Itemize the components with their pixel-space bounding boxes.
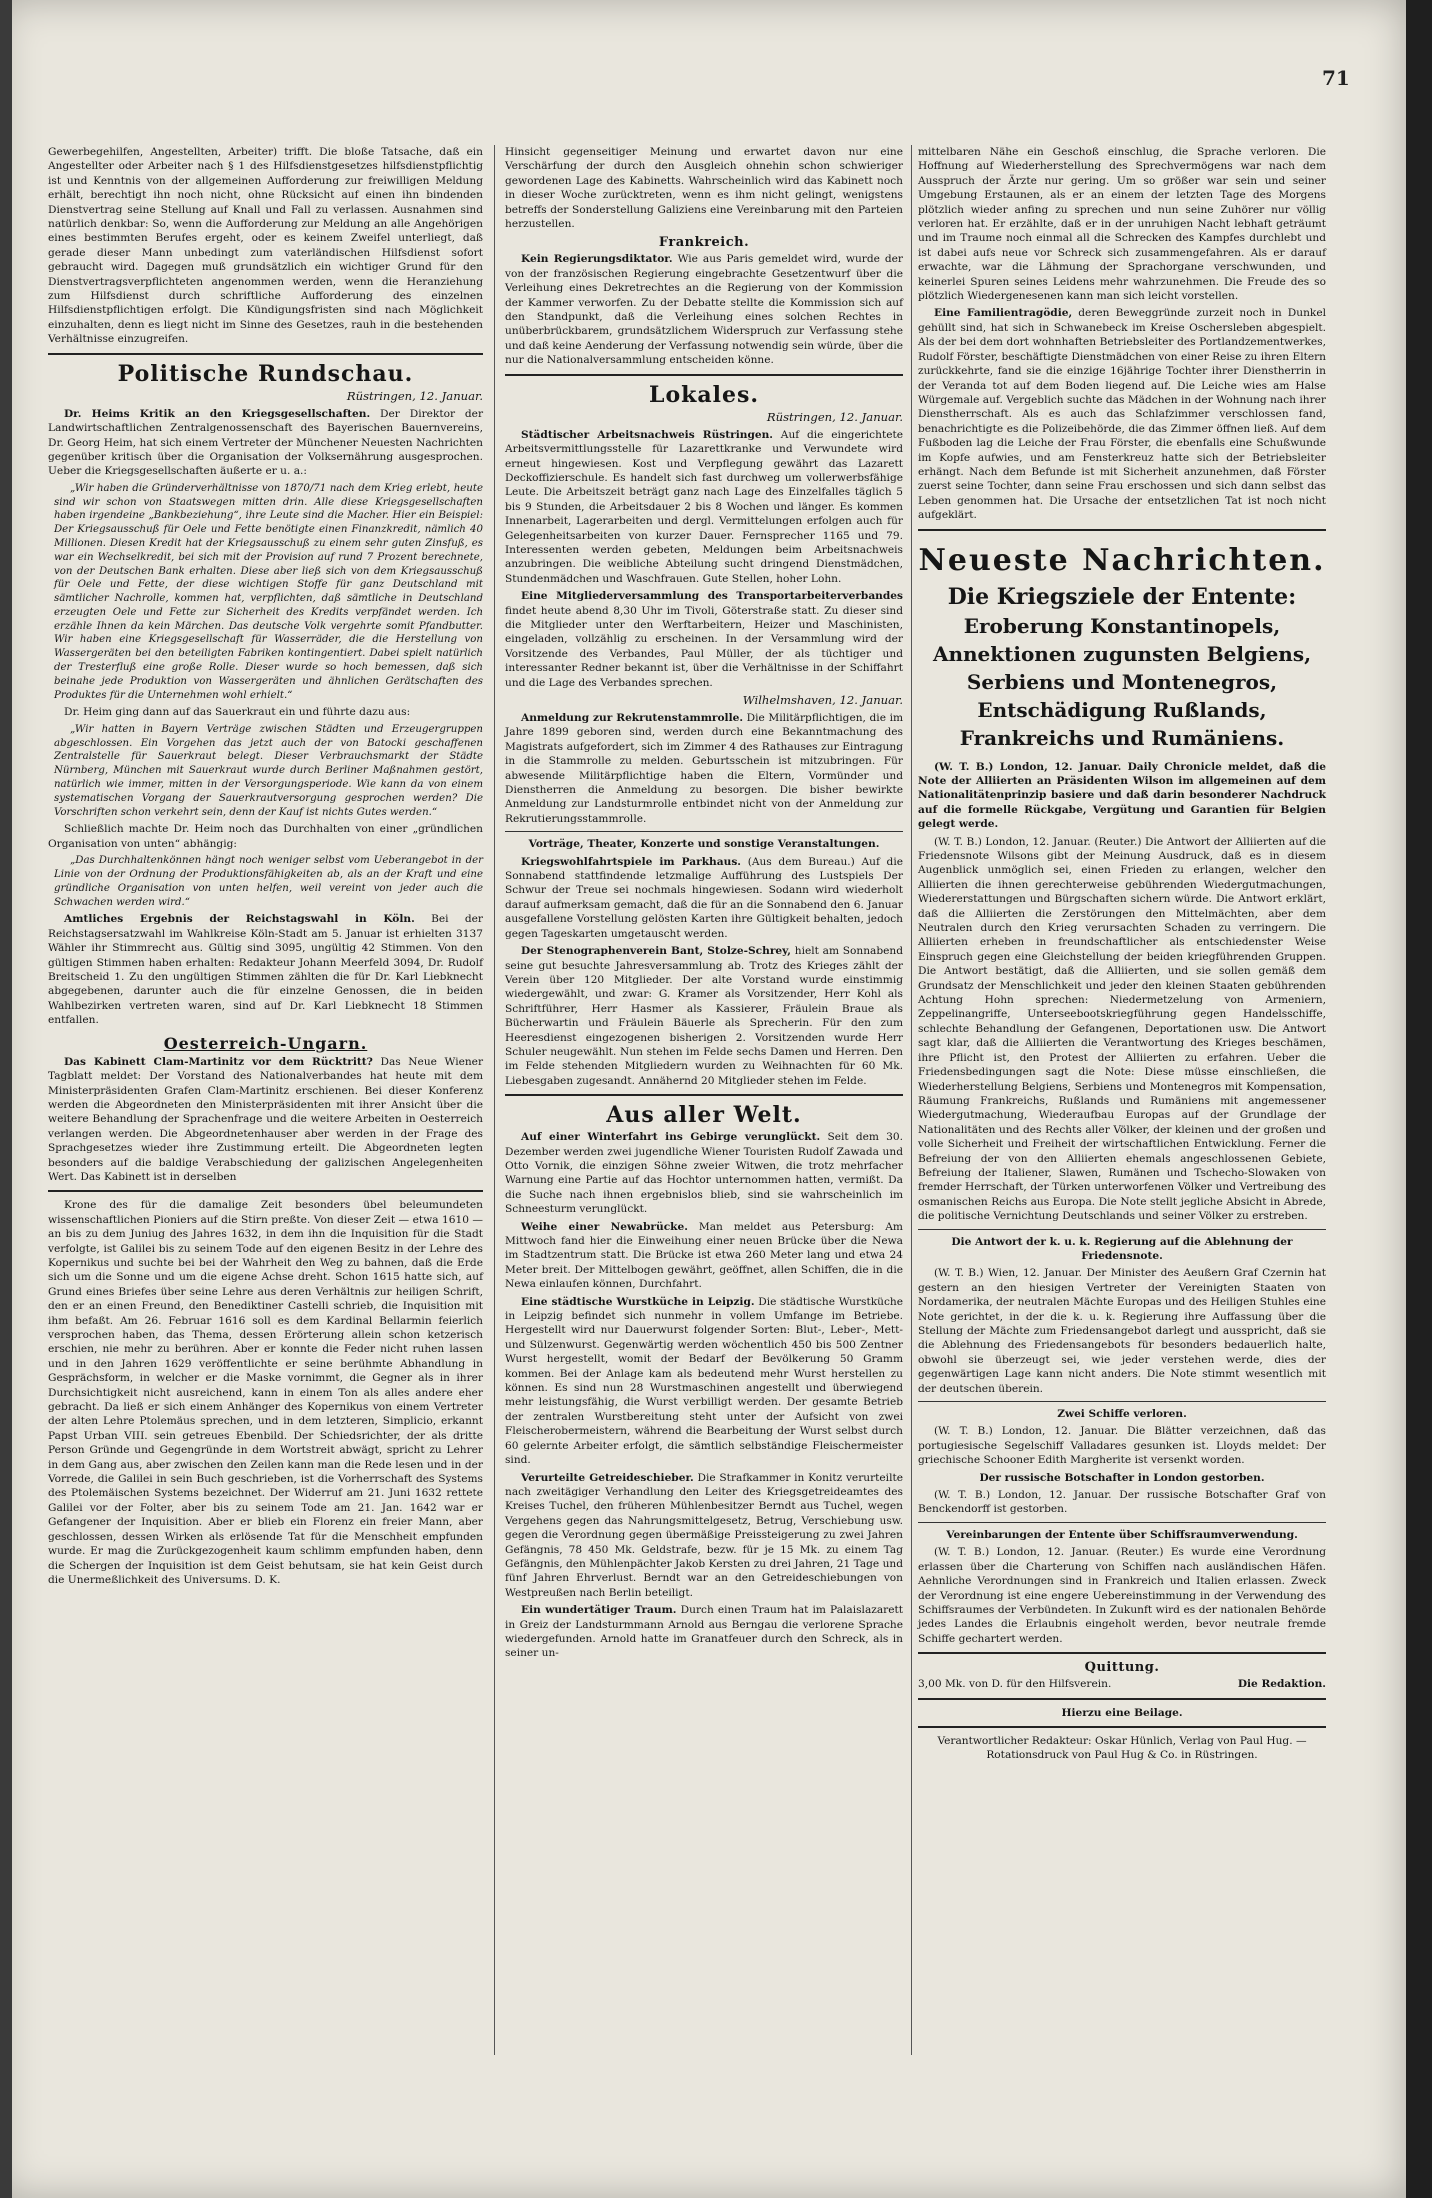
section-rule	[918, 1698, 1326, 1700]
article-lead: Städtischer Arbeitsnachweis Rüstringen.	[521, 428, 773, 441]
article-paragraph	[505, 711, 903, 826]
article-text: (Aus dem Bureau.) Auf die Sonnabend stattfindende letzmalige Aufführung des Lustspiels Der Schwur der Treue sei nochmals hingewiesen. Sodann wird wiederholt darauf aufmerksam gemacht, daß die für an die Sonnabend den 6. Januar ausgefallene Vorstellung gelösten Karten ihre Gültigkeit behalten, jedoch gegen Tageskarten umgetauscht werden.	[505, 855, 903, 940]
article-lead: Eine Mitgliederversammlung des Transportarbeiterverbandes	[521, 590, 903, 603]
news-item: (W. T. B.) London, 12. Januar. Der russische Botschafter Graf von Benckendorff ist gestorben.	[918, 1489, 1326, 1516]
section-rule	[918, 1726, 1326, 1728]
scan-left-edge	[0, 0, 12, 2198]
article-lead: Eine städtische Wurstküche in Leipzig.	[521, 1295, 755, 1308]
article-paragraph	[505, 855, 903, 941]
news-item: (W. T. B.) Wien, 12. Januar. Der Minister des Aeußern Graf Czernin hat gestern an den hiesigen Vertreter der Vereinigten Staaten von Nordamerika, der neutralen Mächte Europas und des Heiligen Stuhles eine Note gerichtet, in der die k. u. k. Regierung ihre Auffassung über die Stellung der Mächte zum Friedensangebot darlegt und ausspricht, daß sie die Ablehnung des Friedensangebots für besonders bedauerlich halte, obwohl sie überzeugt sei, wie jeder verstehen werde, dies der gegenwärtigen Lage kann nicht anders. Die Note stimmt wesentlich mit der deutschen überein.	[918, 1267, 1326, 1395]
quittung-heading: Quittung.	[1084, 1660, 1160, 1676]
page-number: 71	[1322, 66, 1350, 90]
section-heading: Vereinbarungen der Entente über Schiffsraumverwendung.	[946, 1528, 1298, 1541]
article-lead: Anmeldung zur Rekrutenstammrolle.	[521, 712, 744, 724]
article-paragraph	[505, 428, 903, 586]
article-text: Wie aus Paris gemeldet wird, wurde der von der französischen Regierung eingebrachte Gesetzentwurf über die Verleihung eines Dekretrechtes an die Regierung von der Kommission der Kammer verworfen. Zu der Debatte stellte die Kommission sich auf den Standpunkt, daß die Verleihung eines solchen Rechtes in unüberbrückbarem, grundsätzlichem Widerspruch zur Verfassung stehe und daß keine Aenderung der Verfassung notwendig sein würde, über die nur die Nationalversammlung entscheiden könne.	[505, 253, 903, 367]
feuilleton-text: Krone des für die damalige Zeit besonders übel beleumundeten wissenschaftlichen Pioniers auf die Stirn preßte. Von dieser Zeit — etwa 1610 — an bis zu dem Juniug des Jahres 1632, in dem ihn die Inquisition für die Stadt verfolgte, ist Galilei bis zu seinem Tode auf den eigenen Besitz in der Lehre des Kopernikus und suchte bei bei der Wahrheit den Weg zu bahnen, daß die Erde sich um die Sonne und um die eigene Achse dreht. Schon 1615 hatte sich, auf Grund eines Briefes über seine Lehre aus deren Verhältnis zur heiligen Schrift, den er an einen Freund, den Benediktiner Castelli schrieb, die Inquisition mit ihm befaßt. Am 26. Februar 1616 soll es dem Kardinal Bellarmin feierlich versprochen haben, das Thema, dessen Erörterung allein schon ketzerisch erschien, nie mehr zu berühren. Aber er konnte die Feder nicht ruhen lassen und in den Jahren 1629 veröffentlichte er seine berühmte Abhandlung in Gesprächsform, in welcher er die Maske vornimmt, die Gegner als in ihrer Durchsichtigkeit nicht ausreichend, kann in einem Ton als alles andere eher gebracht. Da ließ er sich einem Anhänger des Kopernikus von einem Vertreter der alten Lehre Ptolemäus sprechen, und in dem letzteren, Simplicio, erkannt Papst Urban VIII. sein getreues Ebenbild. Der Schiedsrichter, der als dritte Person Gründe und Gegengründe in dem Wortstreit abwägt, spricht zu Lehrer in dem Gang aus, aber zwischen den Zeilen kann man die Rede lesen und in der Vorrede, die Galilei in sein Buch geschrieben, ist die Vorherrschaft des Systems des Ptolemäischen Systems bezeichnet. Der Widerruf am 21. Juni 1632 rettete Galilei vor der Folter, aber bis zu seinem Tode am 21. Jan. 1642 war er Gefangener der Inquisition. Aber er blieb ein Florenz ein freier Mann, aber geschlossen, dessen Wirken als erlösende Tat für die Menschheit empfunden wurde. Er mag die Zurückgezogenheit kaum schlimm empfunden haben, denn die Schergen der Inquisition ist dem Geist behutsam, sie hat kein Geist durch die Unermeßlichkeit des Universums. D. K.	[48, 1199, 483, 1586]
column-1	[48, 145, 483, 1590]
section-rule	[505, 1094, 903, 1096]
article-paragraph	[918, 306, 1326, 522]
article-text: hielt am Sonnabend seine gut besuchte Jahresversammlung ab. Trotz des Krieges zählt der Verein über 120 Mitglieder. Der alte Vorstand wurde einstimmig wiedergewählt, und zwar: G. Kramer als Vorsitzender, Herr Kohl als Schriftführer, Herr Hasmer als Kassierer, Fräulein Braue als Bücherwartin und Fräulein Bäuerle als Sprecherin. Für den zum Heeresdienst eingezogenen bisherigen 2. Vorsitzenden wurde Herr Schuler neugewählt. Nun stehen im Felde sechs Damen und Herren. Den im Felde stehenden Mitgliedern wurden zu Weihnachten für 60 Mk. Liebesgaben zugesandt. Annähernd 20 Mitglieder stehen im Felde.	[505, 945, 903, 1087]
quittung-amount: 3,00 Mk. von D. für den Hilfsverein.	[918, 1678, 1112, 1691]
section-heading: Aus aller Welt.	[606, 1102, 802, 1129]
section-rule	[918, 1522, 1326, 1523]
article-paragraph	[505, 1130, 903, 1216]
article-paragraph	[48, 912, 483, 1027]
section-rule	[505, 831, 903, 832]
news-item: (W. T. B.) London, 12. Januar. Daily Chronicle meldet, daß die Note der Alliierten an Präsidenten Wilson im allgemeinen auf dem Nationalitätenprinzip basiere und daß darin besonderer Nachdruck auf die formelle Rückgabe, Vergütung und Garantien für Belgien gelegt werde.	[918, 760, 1326, 831]
section-heading: Frankreich.	[658, 235, 750, 251]
article-paragraph	[505, 1603, 903, 1661]
section-rule	[918, 1229, 1326, 1230]
article-quote: „Das Durchhaltenkönnen hängt noch weniger selbst vom Ueberangebot in der Linie von der Ordnung der Produktionsfähigkeiten ab, als an der Kraft und eine gründliche Organisation von unten helfen, weil vereint von jeder auch die Schwachen werden wird.“	[54, 855, 483, 908]
neueste-nachrichten-heading: Neueste Nachrichten.	[918, 542, 1326, 578]
section-heading: Die Antwort der k. u. k. Regierung auf die Ablehnung der Friedensnote.	[951, 1235, 1293, 1262]
article-lead: Weihe einer Newabrücke.	[521, 1220, 688, 1233]
article-lead: Amtliches Ergebnis der Reichstagswahl in Köln.	[64, 913, 415, 926]
news-item: (W. T. B.) London, 12. Januar. (Reuter.) Es wurde eine Verordnung erlassen über die Charterung von Schiffen nach ausländischen Häfen. Aehnliche Verordnungen sind in Frankreich und Italien erlassen. Zweck der Verordnung ist eine engere Uebereinstimmung in der Verwendung des Schiffsraumes der Verbündeten. In Zukunft wird es der nationalen Behörde jedes Landes die Erlaubnis eingeholt werden, bevor neutrale fremde Schiffe gechartert werden.	[918, 1546, 1326, 1645]
article-paragraph	[48, 407, 483, 479]
article-quote: „Wir haben die Gründerverhältnisse von 1870/71 nach dem Krieg erlebt, heute sind wir schon von Staatswegen mitten drin. Alle diese Kriegsgesellschaften haben irgendeine „Bankbeziehung“, ihre Leute sind die Macher. Hier ein Beispiel: Der Kriegsausschuß für Oele und Fette benötigte einen Finanzkredit, nämlich 40 Millionen. Diesen Kredit hat der Kriegsausschuß zu einem sehr guten Zinsfuß, es war ein Wechselkredit, bei sich mit der Provision auf rund 7 Prozent berechnete, von der Deutschen Bank erhalten. Diese aber ließ sich von dem Kriegsausschuß für Oele und Fette, der diese wichtigen Stoffe für ganz Deutschland mit sämtlicher Nachrolle, kommen hat, verpflichten, daß sämtliche in Deutschland erzeugten Oele und Fette zur Sicherheit des Kredits verpfändet werden. Ich erzähle Ihnen da kein Märchen. Das deutsche Volk vergehrte somit Pfandbutter. Wir haben eine Kriegsgesellschaft für Wasserräder, die die Herstellung von Wassergeräten bei den beteiligten Fabriken kontingentiert. Dabei spielt natürlich der Tresterfluß eine große Rolle. Dieser wurde so hoch bemessen, daß sich beinahe jede Produktion von Wassergeräten und ähnlichen Gerätschaften des Produktes für die Unternehmen wohl erhielt.“	[54, 482, 483, 701]
article-text: Die Strafkammer in Konitz verurteilte nach zweitägiger Verhandlung den Leiter des Kriegsgetreideamtes des Kreises Tuchel, den früheren Mühlenbesitzer Berndt aus Tuchel, wegen Vergehens gegen das Nahrungsmittelgesetz, Betrug, Verschiebung usw. gegen die Verordnung gegen übermäßige Preissteigerung zu zwei Jahren Gefängnis, 78 450 Mk. Geldstrafe, bezw. für je 15 Mk. zu einem Tag Gefängnis, den Mühlenpächter Jakob Kersten zu drei Jahren, 21 Tage und fünf Jahren Ehrverlust. Berndt war an den Getreideschiebungen von Westpreußen nach Berlin beteiligt.	[505, 1471, 903, 1599]
article-text: Durch einen Traum hat im Palaislazarett in Greiz der Landsturmmann Arnold aus Berngau die verlorene Sprache wiedergefunden. Arnold hatte im Granatfeuer durch den Schreck, als in seiner un-	[505, 1604, 904, 1660]
article-lead: Verurteilte Getreideschieber.	[521, 1471, 694, 1484]
section-rule	[918, 1652, 1326, 1654]
article-paragraph	[505, 1471, 903, 1601]
article-lead: Dr. Heims Kritik an den Kriegsgesellschaften.	[64, 407, 371, 420]
section-heading: Zwei Schiffe verloren.	[1057, 1408, 1187, 1421]
dateline: Rüstringen, 12. Januar.	[766, 409, 903, 424]
article-paragraph	[505, 944, 903, 1088]
article-text: Hinsicht gegenseitiger Meinung und erwartet davon nur eine Verschärfung der durch den Ausgleich ohnehin schon schwieriger gewordenen Lage des Kabinetts. Wahrscheinlich wird das Kabinett noch in dieser Woche zurücktreten, wenn es ihm nicht gelingt, wenigstens betreffs der Sonderstellung Galiziens eine Vereinbarung mit den Parteien herzustellen.	[505, 146, 903, 231]
supplement-notice: Hierzu eine Beilage.	[1061, 1706, 1183, 1719]
section-rule	[48, 1190, 483, 1192]
article-text: Die städtische Wurstküche in Leipzig befindet sich nunmehr in vollem Umfange im Betriebe. Hergestellt wird nur Dauerwurst folgender Sorten: Blut-, Leber-, Mett- und Sülzenwurst. Gegenwärtig werden wöchentlich 450 bis 500 Zentner Wurst hergestellt, womit der Bedarf der Bevölkerung 50 Gramm kommen. Bei der Anlage kam als bedeutend mehr Wurst herstellen zu können. Es sind nun 28 Wurstmaschinen angestellt und überwiegend mehr leistungsfähig, die Wurst verbilligt werden. Der gesamte Betrieb der zentralen Wurstbereitung steht unter der Aufsicht von zwei Fleischerobermeistern, während die Bearbeitung der Wurst selbst durch 60 gelernte Arbeiter erfolgt, die sämtlich selbständige Fleischermeister sind.	[505, 1295, 903, 1467]
quittung-text	[918, 1677, 1326, 1691]
scan-right-edge	[1406, 0, 1432, 2198]
section-rule	[48, 353, 483, 355]
section-heading: Lokales.	[648, 381, 760, 408]
article-lead: Ein wundertätiger Traum.	[521, 1604, 677, 1617]
article-text: deren Beweggründe zurzeit noch in Dunkel gehüllt sind, hat sich in Schwanebeck im Kreise Oschersleben abgespielt. Als der bei dem dort wohnhaften Betriebsleiter des Portlandzementwerkes, Rudolf Förster, beschäftigte Dienstmädchen von einer Reise zu ihren Eltern zurückkehrte, fand sie die einzige 16jährige Tochter ihrer Dienstherrin in der Veranda tot auf dem Boden liegend auf. Die Leiche wies am Halse Würgemale auf. Vergeblich suchte das Mädchen in der Wohnung nach ihrer Dienstherrschaft. Als es auch das Schlafzimmer verschlossen fand, benachrichtigte es die Polizeibehörde, die das Zimmer öffnen ließ. Auf dem Fußboden lag die Leiche der Frau Förster, die ebenfalls eine Schußwunde im Kopfe aufwies, und am Fensterkreuz hatte sich der Betriebsleiter erhängt. Nach dem Befunde ist mit Sicherheit anzunehmen, daß Förster zuerst seine Tochter, dann seine Frau erschossen und sich dann selbst das Leben genommen hat. Die Ursache der entsetzlichen Tat ist noch nicht aufgeklärt.	[918, 307, 1327, 522]
article-text: Der Direktor der Landwirtschaftlichen Zentralgenossenschaft des Bayerischen Bauernvereins, Dr. Georg Heim, hat sich einem Vertreter der Münchener Neuesten Nachrichten gegenüber kritisch über die Organisation der Volksernährung ausgesprochen. Ueber die Kriegsgesellschaften äußerte er u. a.:	[48, 407, 484, 478]
column-divider	[494, 145, 495, 2055]
article-text: Bei der Reichstagsersatzwahl im Wahlkreise Köln-Stadt am 5. Januar ist erhielten 3137 Wähler ihr Stimmrecht aus. Gültig sind 3095, ungültig 42 Stimmen. Von den gültigen Stimmen haben erhalten: Redakteur Johann Meerfeld 3094, Dr. Rudolf Breitscheid 1. Zu den ungültigen Stimmen zählten die für Dr. Karl Liebknecht abgegebenen, darunter auch die für einzelne Genossen, die in beiden Wahlbezirken vertreten waren, sind auf Dr. Karl Liebknecht 18 Stimmen entfallen.	[48, 913, 483, 1027]
section-heading: Oesterreich-Ungarn.	[163, 1033, 368, 1053]
article-lead: Eine Familientragödie,	[934, 307, 1073, 320]
article-text: Die Militärpflichtigen, die im Jahre 1899 geboren sind, werden durch eine Bekanntmachung des Magistrats aufgefordert, sich im Zimmer 4 des Rathauses zur Eintragung in die Stammrolle zu melden. Geburtsschein ist mitzubringen. Für abwesende Militärpflichtige haben die Eltern, Vormünder und Dienstherren die Anmeldung zu besorgen. Die bisher bewirkte Anmeldung zur Landsturmrolle entbindet nicht von der Anmeldung zur Rekrutierungsstammrolle.	[505, 712, 903, 825]
article-paragraph	[505, 252, 903, 367]
article-text: Man meldet aus Petersburg: Am Mittwoch fand hier die Einweihung einer neuen Brücke über die Newa im Stadtzentrum statt. Die Brücke ist etwa 260 Meter lang und etwa 24 Meter breit. Der Mittelbogen gewährt, geöffnet, allen Schiffen, die in die Newa einlaufen können, Durchfahrt.	[505, 1220, 903, 1291]
article-lead: Das Kabinett Clam-Martinitz vor dem Rücktritt?	[64, 1055, 373, 1068]
headline: Die Kriegsziele der Entente:	[947, 583, 1297, 610]
section-heading: Vorträge, Theater, Konzerte und sonstige Veranstaltungen.	[528, 838, 880, 851]
article-quote: „Wir hatten in Bayern Verträge zwischen Städten und Erzeugergruppen abgeschlossen. Ein Vorgehen das jetzt auch der von Batocki geschaffenen Zentralstelle für Sauerkraut belegt. Dieser Verbrauchsmarkt der Städte Nürnberg, München mit Sauerkraut wurde durch Berliner Maßnahmen gestört, natürlich wie immer, mitten in der Versorgungsperiode. Wie kann da von einem systematischen Vorgang der Sauerkrautversorgung gesprochen werden? Die Vorschriften schon verkehrt sein, denn der Kauf ist nichts Gutes werden.“	[54, 723, 483, 818]
section-rule	[918, 529, 1326, 531]
dateline: Wilhelmshaven, 12. Januar.	[742, 693, 903, 707]
news-item: (W. T. B.) London, 12. Januar. (Reuter.) Die Antwort der Alliierten auf die Friedensnote Wilsons gibt der Meinung Ausdruck, daß es in diesem Augenblick unmöglich sei, einen Frieden zu erlangen, welcher den Alliierten die ihnen gerechterweise gebührenden Wiedergutmachungen, Wiedererstattungen und Bürgschaften sichern würde. Die Antwort erklärt, daß die Alliierten die Zerstörungen den Mittelmächten, aber dem Neutralen durch den Krieg verursachten Schaden zu verringern. Die Alliierten erheben in freundschaftlicher als entschiedenster Weise Einspruch gegen eine Gleichstellung der beiden kriegführenden Gruppen. Die Antwort bestätigt, daß die Alliierten, und sie sollen gemäß dem Grundsatz der Menschlichkeit und jeder den kleinen Staaten gebührenden Achtung Hohn sprechen: Niedermetzelung von Armeniern, Zeppelinangriffe, Unterseebootskriegführung gegen Handelsschiffe, schlechte Behandlung der Gefangenen, Deportationen usw. Die Antwort sagt klar, daß die Alliierten die Verantwortung des Krieges beschämen, ihre Pflicht ist, den Protest der Alliierten zu erfahren. Ueber die Friedensbedingungen sagt die Note: Diese müsse einschließen, die Wiederherstellung Belgiens, Serbiens und Montenegros mit Kompensation, Räumung Frankreichs, Rußlands und Rumäniens mit angemessener Wiedergutmachung, Wiederaufbau Europas auf der Grundlage der Nationalitäten und des Rechts aller Völker, der kleinen und der großen und volle Sicherheit und Freiheit der wirtschaftlichen Entwicklung. Ferner die Befreiung der von den Alliierten ehemals angeschlossenen Gebiete, Befreiung der Italiener, Slawen, Rumänen und Tschecho-Slowaken von fremder Herrschaft, der Türken unterworfenen Völker und Vertreibung des osmanischen Reichs aus Europa. Die Note stellt jegliche Absicht in Abrede, die politische Vernichtung Deutschlands und seiner Völker zu erstreben.	[918, 835, 1326, 1223]
quittung-signature: Die Redaktion.	[1237, 1678, 1326, 1691]
section-heading: Der russische Botschafter in London gestorben.	[979, 1471, 1265, 1484]
article-paragraph	[48, 1055, 483, 1185]
section-rule	[918, 1401, 1326, 1402]
article-text: mittelbaren Nähe ein Geschoß einschlug, die Sprache verloren. Die Hoffnung auf Wiederherstellung des Sprechvermögens war nach dem Ausspruch der Ärzte nur gering. Um so größer war sein und seiner Umgebung Erstaunen, als er an einem der letzten Tage des Morgens plötzlich wieder anfing zu sprechen und nun seine Zuhörer nur völlig verloren hat. Er erzählte, daß er in der unruhigen Nacht lebhaft geträumt und im Traume noch einmal all die Schrecken des Kampfes durchlebt und ist dabei aufs neue vor Schreck sich zusammengefahren. Als er darauf erwachte, war die Lähmung der Sprachorgane verschwunden, und keinerlei Spuren seines Leidens mehr wahrzunehmen. Die Freude des so plötzlich Wiedergenesenen kann man sich leicht vorstellen.	[918, 146, 1326, 303]
article-paragraph: Schließlich machte Dr. Heim noch das Durchhalten von einer „gründlichen Organisation von unten“ abhängig:	[48, 823, 483, 850]
imprint: Verantwortlicher Redakteur: Oskar Hünlich, Verlag von Paul Hug. — Rotationsdruck von Paul Hug & Co. in Rüstringen.	[937, 1734, 1307, 1761]
article-lead: Kriegswohlfahrtspiele im Parkhaus.	[521, 855, 741, 868]
article-text: Auf die eingerichtete Arbeitsvermittlungsstelle für Lazarettkranke und Verwundete wird erneut hingewiesen. Kost und Verpflegung gewährt das Lazarett Deckoffizierschule. Es handelt sich fast durchweg um vollerwerbsfähige Leute. Die Arbeitszeit beträgt ganz nach Lage des Einzelfalles täglich 5 bis 9 Stunden, die Arbeitsdauer 2 bis 8 Wochen und länger. Es kommen Innenarbeit, Lagerarbeiten und dergl. Vermittelungen erfolgen auch für Gelegenheitsarbeiten von kurzer Dauer. Fernsprecher 1165 und 79. Interessenten werden gebeten, Meldungen beim Arbeitsnachweis anzubringen. Die weibliche Abteilung sucht dringend Dienstmädchen, Stundenmädchen und Waschfrauen. Gute Stellen, hoher Lohn.	[505, 428, 903, 585]
article-text: Seit dem 30. Dezember werden zwei jugendliche Wiener Touristen Rudolf Zawada und Otto Vornik, die einzigen Söhne zweier Witwen, die trotz mehrfacher Warnung eine Partie auf das Hochtor unternommen hatten, vermißt. Da die Suche nach ihnen ergebnislos blieb, sind sie wahrscheinlich im Schneesturm verunglückt.	[505, 1131, 903, 1216]
dateline: Rüstringen, 12. Januar.	[346, 388, 483, 403]
article-lead: Auf einer Winterfahrt ins Gebirge verunglückt.	[521, 1131, 821, 1144]
article-paragraph	[505, 1295, 903, 1468]
news-item: (W. T. B.) London, 12. Januar. Die Blätter verzeichnen, daß das portugiesische Segelschiff Valladares gesunken ist. Lloyds meldet: Der griechische Schooner Edith Margherite ist versenkt worden.	[918, 1425, 1326, 1467]
column-3	[918, 145, 1326, 1762]
article-paragraph	[505, 1220, 903, 1292]
column-divider	[911, 145, 912, 2055]
section-rule	[505, 374, 903, 376]
article-text: Das Neue Wiener Tagblatt meldet: Der Vorstand des Nationalverbandes hat heute mit dem Ministerpräsidenten Grafen Clam-Martinitz erschienen. Bei dieser Konferenz werden die Abgeordneten den Ministerpräsidenten mit ihrer Ansicht über die weitere Behandlung der Sprachenfrage und die weitere Arbeiten in Oesterreich verlangen werden. Die Abgeordnetenhauser aber werden in der Frage des Sprachgesetzes wieder ihre Zustimmung erteilt. Die Abgeordneten legten besonders auf die baldige Verabschiedung der galizischen Angelegenheiten Wert. Das Kabinett ist in derselben	[48, 1055, 484, 1183]
section-heading: Politische Rundschau.	[117, 360, 414, 387]
article-text: findet heute abend 8,30 Uhr im Tivoli, Göterstraße statt. Zu dieser sind die Mitglieder unter den Werftarbeitern, Heizer und Maschinisten, eingeladen, vollzählig zu erscheinen. In der Versammlung wird der Vorsitzende des Verbandes, Paul Müller, der als tüchtiger und interessanter Redner bekannt ist, über die Verhältnisse in der Schiffahrt und die Lage des Verbandes sprechen.	[505, 604, 903, 689]
article-paragraph: Dr. Heim ging dann auf das Sauerkraut ein und führte dazu aus:	[64, 706, 411, 719]
column-2	[505, 145, 903, 1664]
article-lead: Der Stenographenverein Bant, Stolze-Schrey,	[521, 945, 791, 958]
headline: Eroberung Konstantinopels, Annektionen zugunsten Belgiens, Serbiens und Montenegros, Entschädigung Rußlands, Frankreichs und Rumäniens.	[932, 613, 1312, 750]
article-lead: Kein Regierungsdiktator.	[521, 253, 673, 266]
article-paragraph	[505, 589, 903, 690]
article-text: Gewerbegehilfen, Angestellten, Arbeiter) trifft. Die bloße Tatsache, daß ein Angestellter oder Arbeiter nach § 1 des Hilfsdienstgesetzes hilfsdienstpflichtig ist und Kenntnis von der allgemeinen Aufforderung zur freiwilligen Meldung erhält, berechtigt ihn noch nicht, ohne Rücksicht auf einen ihn bindenden Dienstvertrag seine Stellung auf Knall und Fall zu verlassen. Ausnahmen sind natürlich denkbar: So, wenn die Aufforderung zur Meldung an alle Angehörigen eines bestimmten Berufes ergeht, oder es keinem Zweifel unterliegt, daß gerade dieser Mann unbedingt zum vaterländischen Hilfsdienst sofort gebraucht wird. Dagegen muß grundsätzlich ein wichtiger Grund für den Dienstvertragsverpflichteten angenommen werden, wenn die Heranziehung zum Hilfsdienst durch schriftliche Aufforderung des einzelnen Hilfsdienstpflichtigen erfolgt. Die Kündigungsfristen sind nach Möglichkeit einzuhalten, denn es liegt nicht im Sinne des Gesetzes, rauh in die bestehenden Verhältnisse einzugreifen.	[48, 146, 483, 346]
